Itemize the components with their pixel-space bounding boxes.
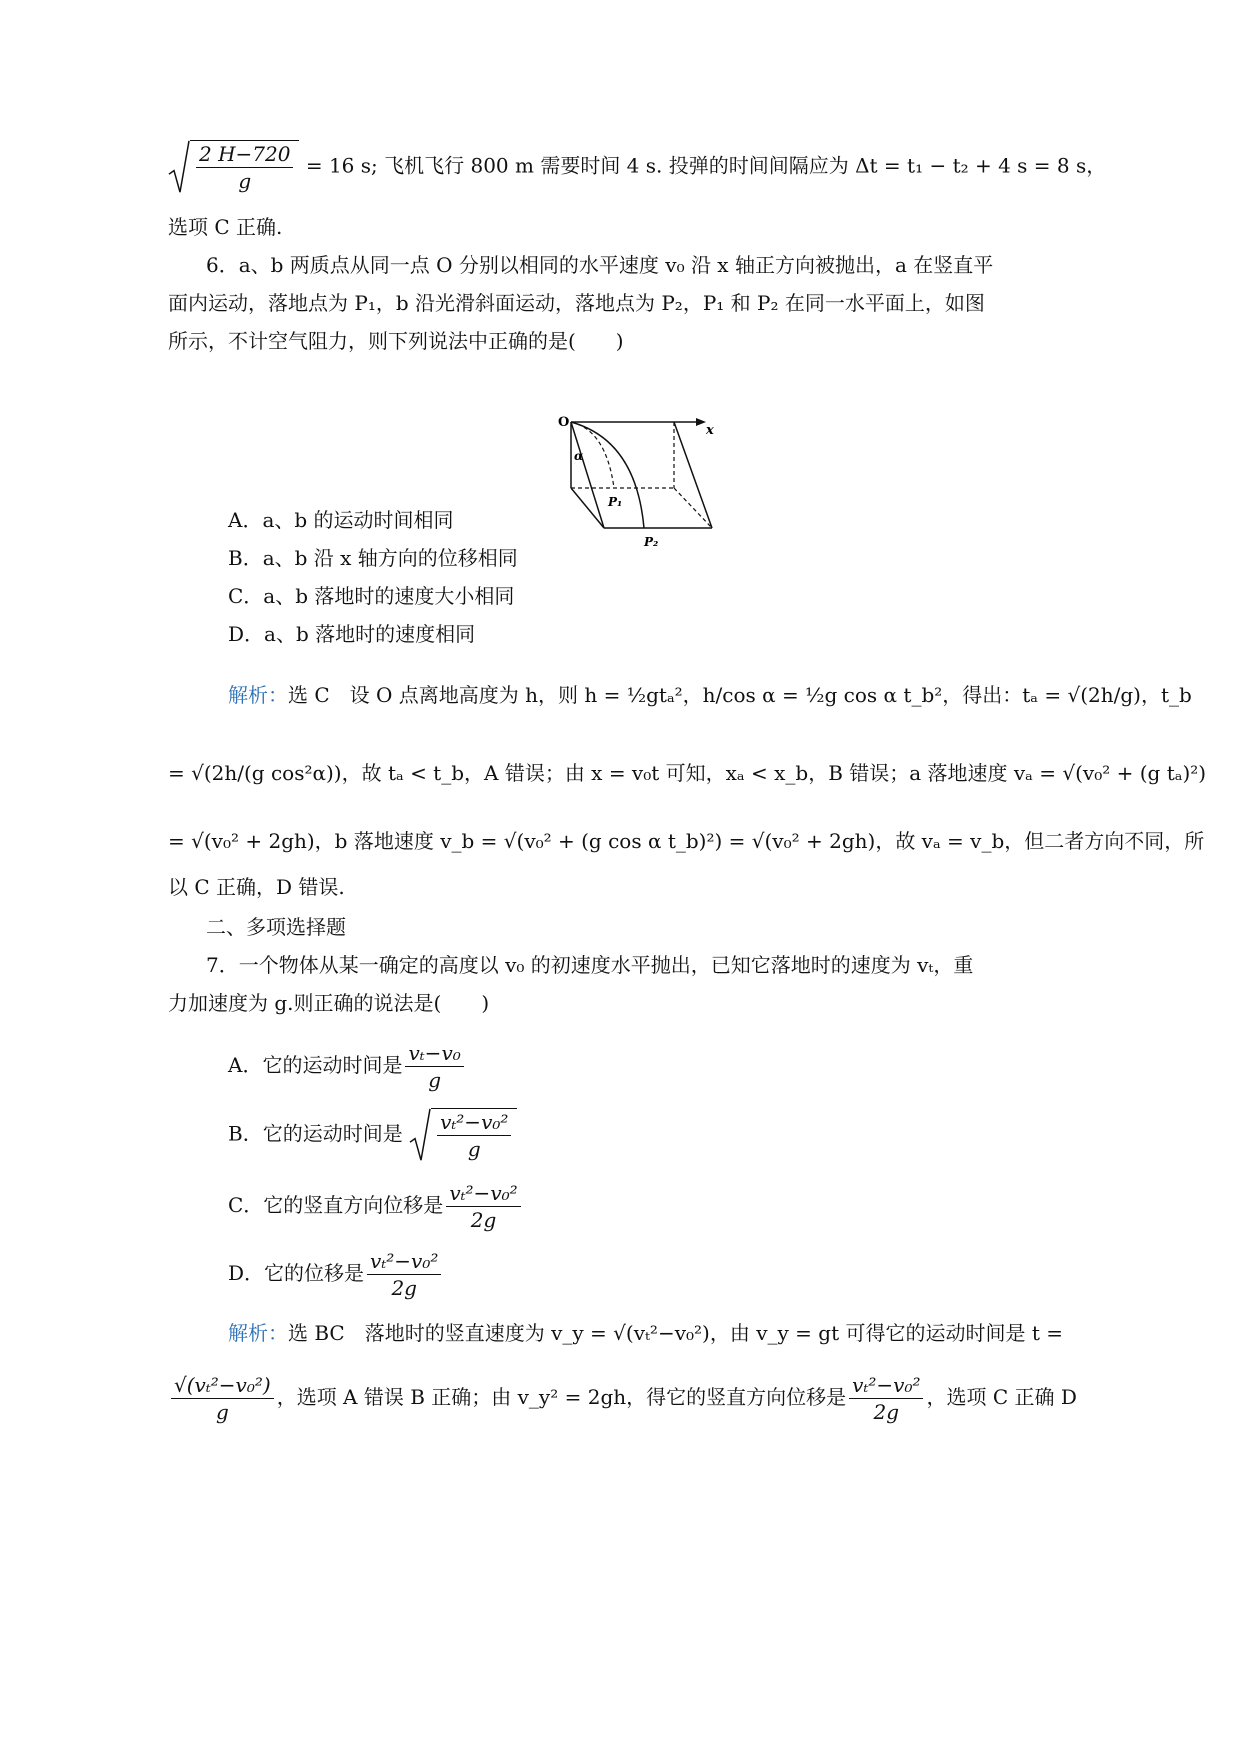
top-text: = 16 s; 飞机飞行 800 m 需要时间 4 s. 投弹的时间间隔应为 Δt = t₁ − t₂ + 4 s = 8 s， [305, 153, 1107, 178]
label-x: x [706, 423, 714, 438]
label-alpha: α [574, 449, 584, 463]
q6-stem-line-1: 6．a、b 两质点从同一点 O 分别以相同的水平速度 v₀ 沿 x 轴正方向被抛出，a 在竖直平 [206, 253, 994, 277]
label-O: O [558, 415, 570, 430]
q7-stem-line-1: 7．一个物体从某一确定的高度以 v₀ 的初速度水平抛出，已知它落地时的速度为 vₜ，重 [206, 953, 974, 977]
top-line [168, 140, 1107, 194]
q7-stem-line-2: 力加速度为 g.则正确的说法是( ) [168, 991, 490, 1015]
q6-analysis-line-1: 解析：选 C 设 O 点离地高度为 h，则 h = ½gtₐ²，h/cos α = ½g cos α t_b²，得出：tₐ = √(2h/g)，t_b [228, 683, 1192, 707]
label-P2: P₂ [644, 535, 659, 549]
q6-stem-line-3: 所示，不计空气阻力，则下列说法中正确的是( ) [168, 329, 624, 353]
top-line-2: 选项 C 正确. [168, 215, 283, 239]
analysis-label-7: 解析： [228, 1321, 288, 1345]
q7-option-a: A．它的运动时间是 $\frac{\text{vₜ−v₀}}{g}$ [228, 1040, 1066, 1093]
sqrt-expression: $\frac{2 H-720}{g}$ [168, 140, 299, 194]
q6-analysis-line-2: = √(2h/(g cos²α))，故 tₐ < t_b，A 错误；由 x = v₀t 可知，xₐ < x_b，B 错误；a 落地速度 vₐ = √(v₀² + (g tₐ)²) [168, 761, 1207, 785]
q7-option-b: B．它的运动时间是 $\frac{\text{vₜ²−v₀²}}{g}$ [228, 1108, 1066, 1162]
q7-option-c: C．它的竖直方向位移是 $\frac{\text{vₜ²−v₀²}}{2g}$ [228, 1180, 1066, 1233]
q6-option-a: A．a、b 的运动时间相同 [228, 508, 454, 532]
q7-analysis-line-1: 解析：选 BC 落地时的竖直速度为 v_y = √(vₜ²−v₀²)，由 v_y = gt 可得它的运动时间是 t = [228, 1321, 1063, 1345]
q6-option-d: D．a、b 落地时的速度相同 [228, 622, 476, 646]
q6-stem-line-2: 面内运动，落地点为 P₁，b 沿光滑斜面运动，落地点为 P₂，P₁ 和 P₂ 在同一水平面上，如图 [168, 291, 985, 315]
section-heading: 二、多项选择题 [206, 915, 346, 939]
q6-option-c: C．a、b 落地时的速度大小相同 [228, 584, 515, 608]
projectile-figure [546, 410, 742, 560]
q7-option-d: D．它的位移是 $\frac{\text{vₜ²−v₀²}}{2g}$ [228, 1248, 1066, 1301]
q6-option-b: B．a、b 沿 x 轴方向的位移相同 [228, 546, 518, 570]
analysis-label: 解析： [228, 683, 288, 707]
q6-analysis-line-3: = √(v₀² + 2gh)，b 落地速度 v_b = √(v₀² + (g cos α t_b)²) = √(v₀² + 2gh)，故 vₐ = v_b，但二者方向不同，所 [168, 829, 1205, 853]
q6-analysis-line-4: 以 C 正确，D 错误. [168, 875, 345, 899]
q7-analysis-line-2: $\frac{\text{√(vₜ²−v₀²)}}{g}$ ，选项 A 错误 B 正确；由 v_y² = 2gh，得它的竖直方向位移是 $\frac{\text{vₜ²−v₀²}}{2g}$ ，选项 C 正确 D [168, 1372, 1066, 1425]
label-P1: P₁ [608, 495, 623, 509]
